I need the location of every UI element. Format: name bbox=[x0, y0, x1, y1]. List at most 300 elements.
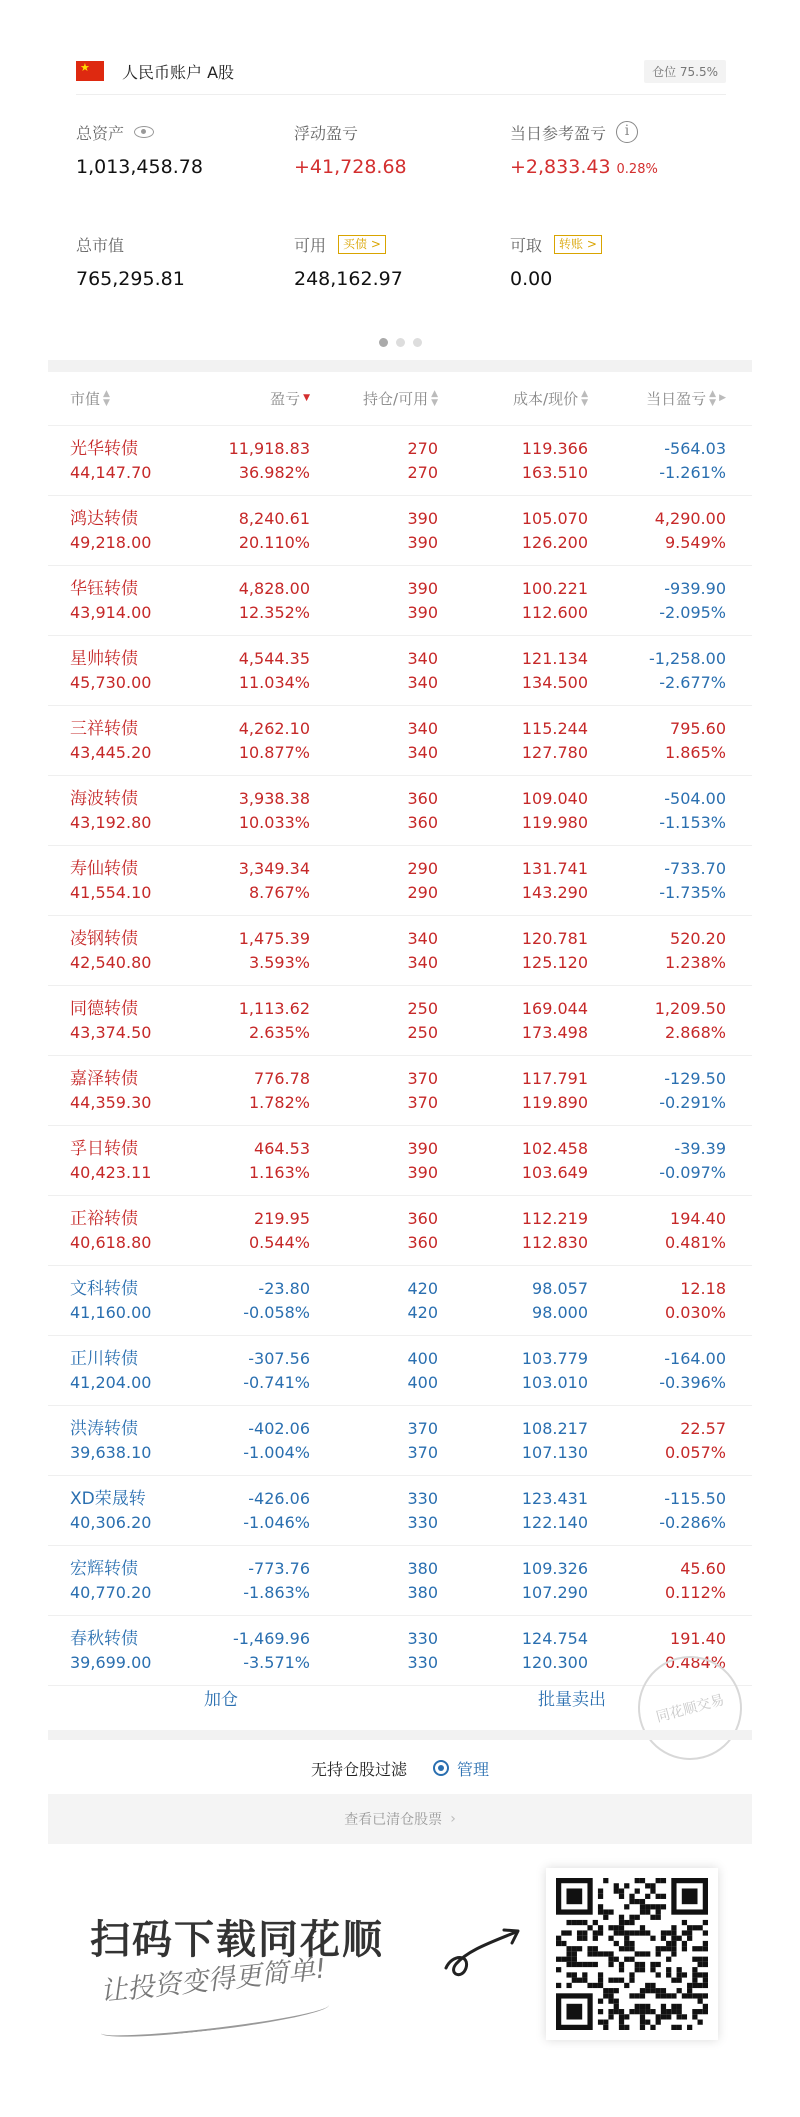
stock-name: 三祥转债 bbox=[70, 718, 138, 739]
holding: 330 bbox=[407, 1488, 438, 1508]
table-cell bbox=[438, 1347, 588, 1395]
pl-value: 464.53 bbox=[254, 1138, 310, 1158]
table-cell bbox=[310, 1347, 438, 1395]
holding: 420 bbox=[407, 1278, 438, 1298]
table-cell bbox=[170, 1207, 310, 1255]
table-header bbox=[48, 372, 752, 426]
table-cell bbox=[310, 507, 438, 555]
day-pl-value: 1,209.50 bbox=[654, 998, 726, 1018]
pl-value: 8,240.61 bbox=[238, 508, 310, 528]
table-row[interactable] bbox=[48, 1546, 752, 1616]
account-summary bbox=[48, 0, 752, 360]
page-dot[interactable] bbox=[396, 338, 405, 347]
table-cell bbox=[588, 437, 732, 485]
stock-name: XD荣晟转 bbox=[70, 1488, 146, 1509]
market-value: 39,699.00 bbox=[70, 1652, 152, 1672]
available-qty: 250 bbox=[407, 1022, 438, 1042]
current-price: 120.300 bbox=[521, 1652, 588, 1672]
table-cell bbox=[438, 717, 588, 765]
account-name: 人民币账户 A股 bbox=[122, 62, 235, 82]
qr-code-icon bbox=[556, 1878, 708, 2030]
table-cell bbox=[310, 1277, 438, 1325]
day-pl-percent: 9.549% bbox=[664, 532, 726, 552]
gear-icon[interactable] bbox=[433, 1760, 449, 1776]
day-pl-percent: -1.261% bbox=[659, 462, 726, 482]
available-qty: 420 bbox=[407, 1302, 438, 1322]
table-cell bbox=[438, 787, 588, 835]
pl-percent: 12.352% bbox=[238, 602, 310, 622]
table-cell bbox=[438, 857, 588, 905]
table-cell bbox=[588, 1067, 732, 1115]
day-pl-value: 520.20 bbox=[670, 928, 726, 948]
stock-name: 凌钢转债 bbox=[70, 928, 138, 949]
day-pl-value: 191.40 bbox=[670, 1628, 726, 1648]
table-cell bbox=[438, 1277, 588, 1325]
cleared-stocks-link[interactable] bbox=[48, 1794, 752, 1844]
pl-percent: 3.593% bbox=[248, 952, 310, 972]
promo-subtitle: 让投资变得更简单! bbox=[98, 1953, 328, 2008]
pl-percent: -0.058% bbox=[243, 1302, 310, 1322]
manage-button[interactable]: 管理 bbox=[457, 1759, 490, 1779]
current-price: 127.780 bbox=[521, 742, 588, 762]
pl-percent: 2.635% bbox=[248, 1022, 310, 1042]
pl-percent: 1.163% bbox=[248, 1162, 310, 1182]
market-value: 45,730.00 bbox=[70, 672, 152, 692]
table-cell bbox=[310, 577, 438, 625]
stock-name: 同德转债 bbox=[70, 998, 138, 1019]
current-price: 122.140 bbox=[521, 1512, 588, 1532]
day-pl-value: 795.60 bbox=[670, 718, 726, 738]
total-assets-label: 总资产 bbox=[76, 123, 125, 143]
available-value: 248,162.97 bbox=[294, 268, 403, 290]
section-gap bbox=[48, 1730, 752, 1740]
table-cell bbox=[48, 507, 170, 555]
pl-value: -426.06 bbox=[248, 1488, 310, 1508]
table-cell bbox=[588, 1417, 732, 1465]
cost-price: 109.040 bbox=[521, 788, 588, 808]
sort-icon: ▲ ▼ bbox=[709, 388, 717, 408]
available-qty: 270 bbox=[407, 462, 438, 482]
header-market-value[interactable]: 市值 ▲ ▼ bbox=[70, 388, 110, 408]
promo-title: 扫码下载同花顺 bbox=[90, 1917, 384, 1963]
table-cell bbox=[588, 787, 732, 835]
market-value: 44,147.70 bbox=[70, 462, 152, 482]
table-cell bbox=[438, 1137, 588, 1185]
day-pl-percent: 0.057% bbox=[664, 1442, 726, 1462]
cost-price: 100.221 bbox=[521, 578, 588, 598]
market-value: 43,192.80 bbox=[70, 812, 152, 832]
cost-price: 124.754 bbox=[521, 1628, 588, 1648]
table-cell bbox=[310, 437, 438, 485]
stock-name: 春秋转债 bbox=[70, 1628, 138, 1649]
table-cell bbox=[170, 1487, 310, 1535]
pl-percent: 1.782% bbox=[248, 1092, 310, 1112]
china-flag-icon: ★ bbox=[76, 61, 104, 81]
filter-label[interactable]: 无持仓股过滤 bbox=[310, 1759, 407, 1779]
withdrawable bbox=[510, 232, 730, 292]
current-price: 103.649 bbox=[521, 1162, 588, 1182]
total-assets bbox=[76, 120, 296, 180]
table-cell bbox=[170, 1557, 310, 1605]
available-qty: 290 bbox=[407, 882, 438, 902]
market-value: 42,540.80 bbox=[70, 952, 152, 972]
market-value: 44,359.30 bbox=[70, 1092, 152, 1112]
current-price: 107.130 bbox=[521, 1442, 588, 1462]
table-cell bbox=[310, 1207, 438, 1255]
day-pl-percent: -2.677% bbox=[659, 672, 726, 692]
table-cell bbox=[310, 1137, 438, 1185]
current-price: 173.498 bbox=[521, 1022, 588, 1042]
sort-down-icon: ▼ bbox=[303, 393, 310, 403]
table-cell bbox=[310, 1487, 438, 1535]
pl-value: -1,469.96 bbox=[232, 1628, 310, 1648]
pl-value: 219.95 bbox=[254, 1208, 310, 1228]
table-cell bbox=[170, 507, 310, 555]
table-cell bbox=[48, 437, 170, 485]
table-cell bbox=[588, 507, 732, 555]
market-value: 40,423.11 bbox=[70, 1162, 152, 1182]
cost-price: 102.458 bbox=[521, 1138, 588, 1158]
table-row[interactable] bbox=[48, 776, 752, 846]
table-cell bbox=[438, 1487, 588, 1535]
table-cell bbox=[438, 1067, 588, 1115]
pl-percent: 36.982% bbox=[238, 462, 310, 482]
table-cell bbox=[170, 997, 310, 1045]
table-cell bbox=[310, 997, 438, 1045]
page-dot[interactable] bbox=[379, 338, 388, 347]
day-pl-value: -733.70 bbox=[664, 858, 726, 878]
table-cell bbox=[588, 1207, 732, 1255]
table-row[interactable] bbox=[48, 916, 752, 986]
pl-value: 776.78 bbox=[254, 1068, 310, 1088]
watermark-stamp: 同花顺交易 bbox=[626, 1644, 753, 1771]
table-cell bbox=[48, 927, 170, 975]
available-qty: 400 bbox=[407, 1372, 438, 1392]
table-cell bbox=[438, 577, 588, 625]
table-cell bbox=[170, 1137, 310, 1185]
table-cell bbox=[310, 1417, 438, 1465]
qr-code bbox=[546, 1868, 718, 2040]
page-indicator[interactable] bbox=[48, 338, 752, 347]
holding: 360 bbox=[407, 1208, 438, 1228]
market-value: 43,374.50 bbox=[70, 1022, 152, 1042]
pl-percent: 10.033% bbox=[238, 812, 310, 832]
table-cell bbox=[170, 1277, 310, 1325]
cost-price: 119.366 bbox=[521, 438, 588, 458]
table-cell bbox=[170, 787, 310, 835]
table-cell bbox=[170, 647, 310, 695]
pl-value: -773.76 bbox=[248, 1558, 310, 1578]
table-cell bbox=[310, 647, 438, 695]
table-cell bbox=[588, 717, 732, 765]
market-value: 49,218.00 bbox=[70, 532, 152, 552]
day-pl-value: -115.50 bbox=[664, 1488, 726, 1508]
holding: 390 bbox=[407, 1138, 438, 1158]
table-cell bbox=[438, 507, 588, 555]
current-price: 163.510 bbox=[521, 462, 588, 482]
table-cell bbox=[48, 647, 170, 695]
available-qty: 390 bbox=[407, 532, 438, 552]
header-pl[interactable]: 盈亏 ▼ bbox=[270, 390, 310, 408]
pl-value: 4,544.35 bbox=[238, 648, 310, 668]
table-cell bbox=[48, 577, 170, 625]
day-pl bbox=[510, 120, 750, 180]
table-cell bbox=[438, 927, 588, 975]
header-day-pl[interactable]: 当日盈亏 ▲ ▼ ▶ bbox=[646, 388, 726, 408]
day-pl-percent: -0.286% bbox=[659, 1512, 726, 1532]
table-cell bbox=[170, 927, 310, 975]
table-cell bbox=[588, 1557, 732, 1605]
available-qty: 390 bbox=[407, 602, 438, 622]
stock-name: 海波转债 bbox=[70, 788, 138, 809]
day-pl-percent: 0.112% bbox=[664, 1582, 726, 1602]
table-cell bbox=[438, 997, 588, 1045]
pl-value: 1,475.39 bbox=[238, 928, 310, 948]
day-pl-percent: 1.238% bbox=[664, 952, 726, 972]
table-row[interactable] bbox=[48, 496, 752, 566]
available-qty: 330 bbox=[407, 1652, 438, 1672]
day-pl-label: 当日参考盈亏 bbox=[510, 123, 607, 143]
eye-icon[interactable] bbox=[134, 126, 154, 138]
floating-pl-value: +41,728.68 bbox=[294, 156, 407, 178]
cleared-stocks-label: 查看已清仓股票 bbox=[344, 1812, 443, 1828]
table-cell bbox=[48, 1067, 170, 1115]
floating-pl bbox=[294, 120, 514, 180]
cost-price: 117.791 bbox=[521, 1068, 588, 1088]
day-pl-value: 194.40 bbox=[670, 1208, 726, 1228]
market-value: 43,445.20 bbox=[70, 742, 152, 762]
current-price: 119.890 bbox=[521, 1092, 588, 1112]
table-row[interactable] bbox=[48, 1336, 752, 1406]
table-cell bbox=[438, 1557, 588, 1605]
holding: 390 bbox=[407, 508, 438, 528]
table-cell bbox=[170, 857, 310, 905]
stock-name: 正川转债 bbox=[70, 1348, 138, 1369]
cost-price: 108.217 bbox=[521, 1418, 588, 1438]
holding: 340 bbox=[407, 928, 438, 948]
day-pl-percent: -1.153% bbox=[659, 812, 726, 832]
buy-bond-button[interactable]: 买债 > bbox=[338, 235, 386, 254]
page-dot[interactable] bbox=[413, 338, 422, 347]
current-price: 143.290 bbox=[521, 882, 588, 902]
filter-row bbox=[48, 1742, 752, 1794]
table-cell bbox=[588, 997, 732, 1045]
holding: 400 bbox=[407, 1348, 438, 1368]
stock-name: 华钰转债 bbox=[70, 578, 138, 599]
current-price: 125.120 bbox=[521, 952, 588, 972]
day-pl-value: -504.00 bbox=[664, 788, 726, 808]
day-pl-value: 4,290.00 bbox=[654, 508, 726, 528]
table-cell bbox=[170, 1347, 310, 1395]
cost-price: 115.244 bbox=[521, 718, 588, 738]
table-cell bbox=[170, 1067, 310, 1115]
table-cell bbox=[588, 577, 732, 625]
cost-price: 120.781 bbox=[521, 928, 588, 948]
stock-name: 文科转债 bbox=[70, 1278, 138, 1299]
table-cell bbox=[48, 1277, 170, 1325]
current-price: 112.600 bbox=[521, 602, 588, 622]
sort-icon: ▲ ▼ bbox=[581, 388, 588, 408]
market-value: 40,306.20 bbox=[70, 1512, 152, 1532]
day-pl-value: 12.18 bbox=[680, 1278, 726, 1298]
stock-name: 星帅转债 bbox=[70, 648, 138, 669]
table-cell bbox=[310, 787, 438, 835]
table-cell bbox=[48, 1207, 170, 1255]
available-label: 可用 bbox=[294, 235, 327, 255]
table-cell bbox=[310, 1067, 438, 1115]
table-cell bbox=[438, 1207, 588, 1255]
day-pl-percent: 0.484% bbox=[664, 1652, 726, 1672]
table-row[interactable] bbox=[48, 1126, 752, 1196]
available bbox=[294, 232, 514, 292]
market-value bbox=[76, 232, 296, 292]
table-row[interactable] bbox=[48, 706, 752, 776]
stock-name: 洪涛转债 bbox=[70, 1418, 138, 1439]
day-pl-percent: 0.28% bbox=[616, 162, 658, 177]
table-row[interactable] bbox=[48, 1196, 752, 1266]
header-cost-price[interactable]: 成本/现价 ▲ ▼ bbox=[513, 388, 588, 408]
table-cell bbox=[588, 647, 732, 695]
market-value: 41,204.00 bbox=[70, 1372, 152, 1392]
available-qty: 340 bbox=[407, 672, 438, 692]
available-qty: 340 bbox=[407, 952, 438, 972]
transfer-button[interactable]: 转账 > bbox=[554, 235, 602, 254]
info-icon[interactable]: i bbox=[616, 121, 638, 143]
table-cell bbox=[170, 1417, 310, 1465]
pl-value: -307.56 bbox=[248, 1348, 310, 1368]
table-cell bbox=[48, 1137, 170, 1185]
current-price: 98.000 bbox=[532, 1302, 588, 1322]
current-price: 112.830 bbox=[521, 1232, 588, 1252]
market-value: 43,914.00 bbox=[70, 602, 152, 622]
table-cell bbox=[48, 997, 170, 1045]
market-value: 39,638.10 bbox=[70, 1442, 152, 1462]
current-price: 126.200 bbox=[521, 532, 588, 552]
day-pl-percent: -1.735% bbox=[659, 882, 726, 902]
available-qty: 370 bbox=[407, 1442, 438, 1462]
day-pl-value: 45.60 bbox=[680, 1558, 726, 1578]
position-badge: 仓位 75.5% bbox=[644, 60, 726, 83]
table-cell bbox=[310, 1557, 438, 1605]
day-pl-value: -164.00 bbox=[664, 1348, 726, 1368]
total-assets-value: 1,013,458.78 bbox=[76, 156, 203, 178]
table-cell bbox=[310, 717, 438, 765]
batch-sell-button[interactable]: 批量卖出 bbox=[538, 1689, 606, 1710]
chevron-right-icon: ▶ bbox=[719, 393, 726, 403]
holding: 390 bbox=[407, 578, 438, 598]
day-pl-percent: 2.868% bbox=[664, 1022, 726, 1042]
table-cell bbox=[438, 1417, 588, 1465]
market-value: 41,554.10 bbox=[70, 882, 152, 902]
table-row[interactable] bbox=[48, 986, 752, 1056]
market-value: 40,770.20 bbox=[70, 1582, 152, 1602]
table-cell bbox=[588, 857, 732, 905]
pl-value: 1,113.62 bbox=[238, 998, 310, 1018]
available-qty: 390 bbox=[407, 1162, 438, 1182]
table-row[interactable] bbox=[48, 426, 752, 496]
floating-pl-label: 浮动盈亏 bbox=[294, 123, 359, 143]
table-cell bbox=[48, 717, 170, 765]
download-promo bbox=[0, 1850, 800, 2117]
table-cell bbox=[438, 647, 588, 695]
table-row[interactable] bbox=[48, 846, 752, 916]
cost-price: 123.431 bbox=[521, 1488, 588, 1508]
cost-price: 109.326 bbox=[521, 1558, 588, 1578]
table-row[interactable] bbox=[48, 1056, 752, 1126]
account-row[interactable] bbox=[76, 56, 726, 86]
pl-value: -402.06 bbox=[248, 1418, 310, 1438]
table-cell bbox=[48, 857, 170, 905]
cost-price: 131.741 bbox=[521, 858, 588, 878]
arrow-icon bbox=[442, 1924, 526, 1984]
action-bar bbox=[48, 1668, 752, 1726]
cost-price: 112.219 bbox=[521, 1208, 588, 1228]
holding: 360 bbox=[407, 788, 438, 808]
table-row[interactable] bbox=[48, 566, 752, 636]
current-price: 134.500 bbox=[521, 672, 588, 692]
stock-name: 寿仙转债 bbox=[70, 858, 138, 879]
pl-value: 11,918.83 bbox=[228, 438, 310, 458]
holding: 250 bbox=[407, 998, 438, 1018]
header-holding[interactable]: 持仓/可用 ▲ ▼ bbox=[363, 388, 438, 408]
withdrawable-label: 可取 bbox=[510, 235, 543, 255]
section-gap bbox=[48, 360, 752, 372]
table-cell bbox=[48, 1417, 170, 1465]
pl-value: 3,938.38 bbox=[238, 788, 310, 808]
table-cell bbox=[588, 1487, 732, 1535]
sort-icon: ▲ ▼ bbox=[431, 388, 438, 408]
table-row[interactable] bbox=[48, 1406, 752, 1476]
table-row[interactable] bbox=[48, 636, 752, 706]
available-qty: 330 bbox=[407, 1512, 438, 1532]
pl-value: -23.80 bbox=[258, 1278, 310, 1298]
available-qty: 340 bbox=[407, 742, 438, 762]
pl-percent: 8.767% bbox=[248, 882, 310, 902]
holding: 370 bbox=[407, 1418, 438, 1438]
pl-percent: 11.034% bbox=[238, 672, 310, 692]
stock-name: 光华转债 bbox=[70, 438, 138, 459]
holding: 340 bbox=[407, 718, 438, 738]
withdrawable-value: 0.00 bbox=[510, 268, 553, 290]
day-pl-value: +2,833.43 bbox=[510, 156, 611, 178]
holding: 380 bbox=[407, 1558, 438, 1578]
stock-name: 鸿达转债 bbox=[70, 508, 138, 529]
pl-value: 4,262.10 bbox=[238, 718, 310, 738]
table-row[interactable] bbox=[48, 1266, 752, 1336]
day-pl-percent: 0.481% bbox=[664, 1232, 726, 1252]
available-qty: 370 bbox=[407, 1092, 438, 1112]
pl-percent: 0.544% bbox=[248, 1232, 310, 1252]
divider bbox=[76, 94, 726, 95]
chevron-right-icon: › bbox=[450, 1811, 456, 1827]
stock-name: 嘉泽转债 bbox=[70, 1068, 138, 1089]
table-row[interactable] bbox=[48, 1476, 752, 1546]
pl-percent: -1.863% bbox=[243, 1582, 310, 1602]
table-cell bbox=[588, 1347, 732, 1395]
table-cell bbox=[170, 577, 310, 625]
add-position-button[interactable]: 加仓 bbox=[204, 1689, 238, 1710]
pl-percent: -1.004% bbox=[243, 1442, 310, 1462]
pl-percent: -3.571% bbox=[243, 1652, 310, 1672]
holding: 330 bbox=[407, 1628, 438, 1648]
day-pl-value: -939.90 bbox=[664, 578, 726, 598]
stock-name: 孚日转债 bbox=[70, 1138, 138, 1159]
cost-price: 169.044 bbox=[521, 998, 588, 1018]
table-cell bbox=[310, 927, 438, 975]
pl-value: 3,349.34 bbox=[238, 858, 310, 878]
day-pl-percent: -0.396% bbox=[659, 1372, 726, 1392]
day-pl-percent: 0.030% bbox=[664, 1302, 726, 1322]
